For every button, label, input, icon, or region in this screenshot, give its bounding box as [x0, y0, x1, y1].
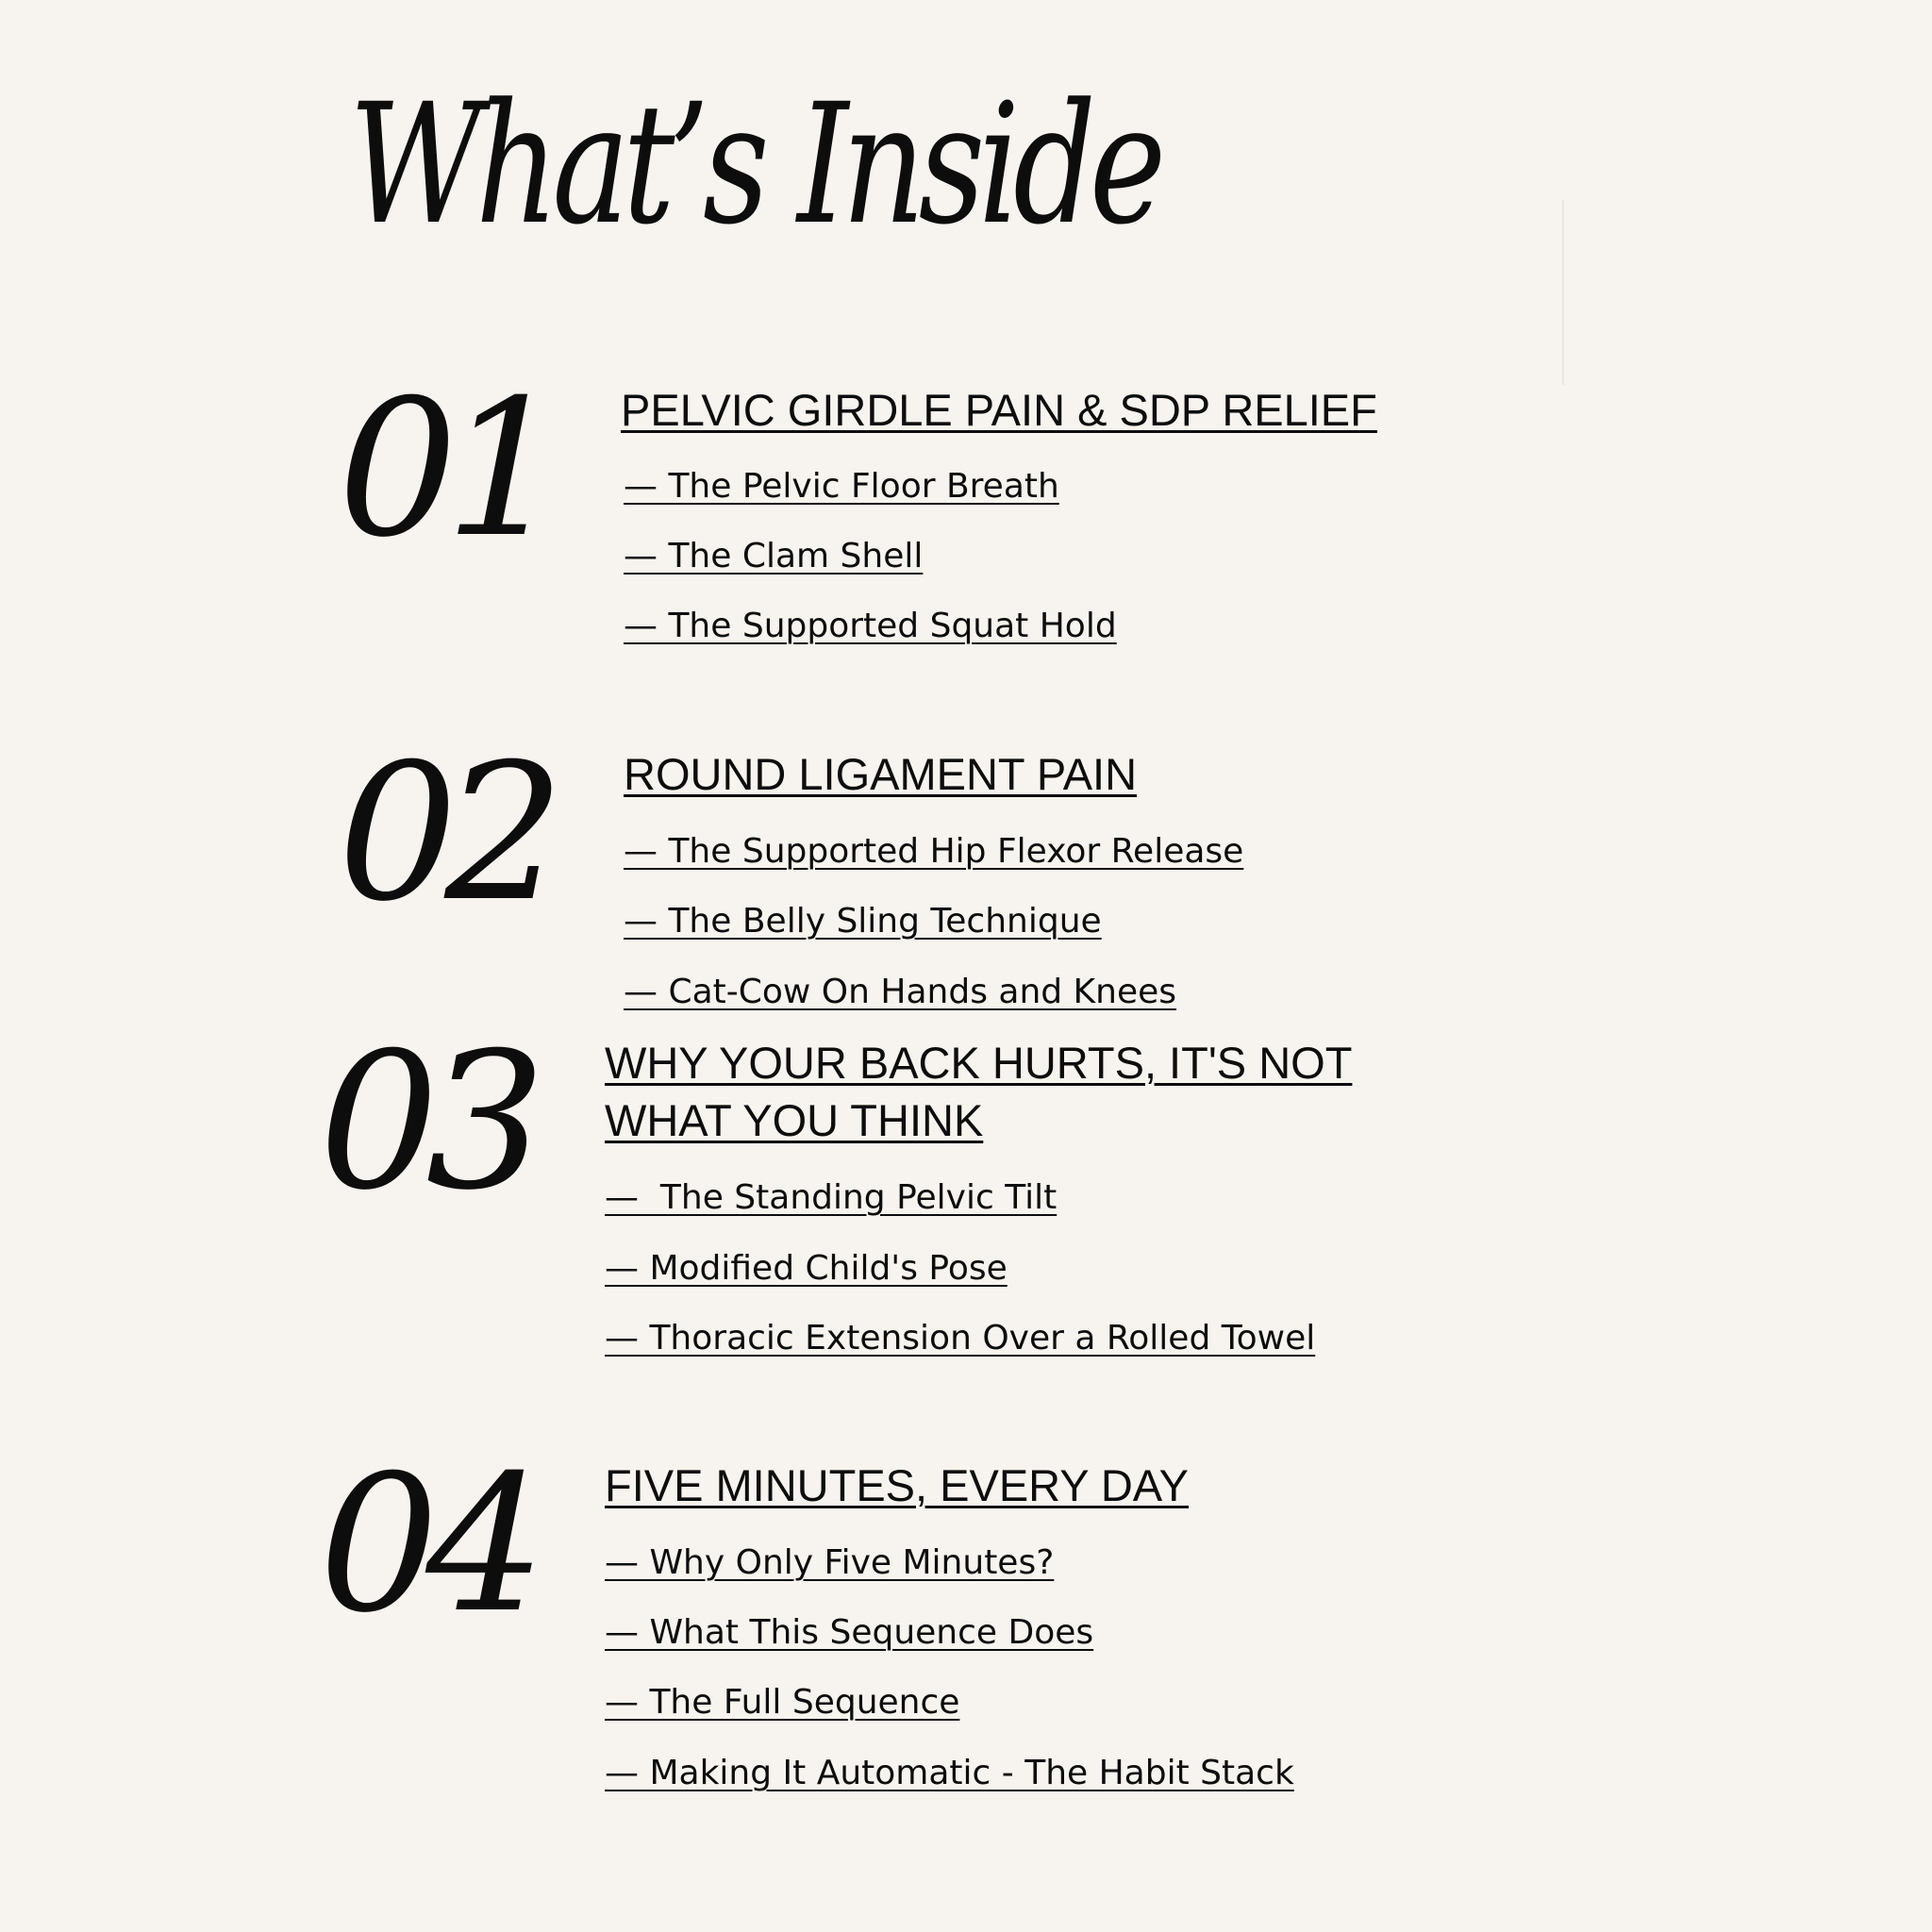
section-item-link[interactable]: — Thoracic Extension Over a Rolled Towel: [605, 1319, 1316, 1357]
section-heading[interactable]: FIVE MINUTES, EVERY DAY: [605, 1460, 1189, 1510]
section-item-link[interactable]: — Cat-Cow On Hands and Knees: [624, 973, 1177, 1011]
section-heading-line-2[interactable]: WHAT YOU THINK: [605, 1095, 984, 1145]
section-item-link[interactable]: — Modified Child's Pose: [605, 1249, 1008, 1288]
section-number: 02: [338, 724, 552, 943]
section-item-link[interactable]: — The Full Sequence: [605, 1683, 960, 1722]
section-item-link[interactable]: — The Supported Hip Flexor Release: [624, 832, 1244, 871]
section-heading-line-1[interactable]: WHY YOUR BACK HURTS, IT'S NOT: [605, 1038, 1353, 1088]
section-item-link[interactable]: — Making It Automatic - The Habit Stack: [605, 1754, 1294, 1792]
section-item-link[interactable]: — The Standing Pelvic Tilt: [605, 1178, 1058, 1217]
section-item-link[interactable]: — What This Sequence Does: [605, 1613, 1094, 1652]
section-item-link[interactable]: — The Belly Sling Technique: [624, 902, 1102, 941]
section-number: 01: [338, 359, 552, 579]
section-item-link[interactable]: — The Pelvic Floor Breath: [624, 467, 1059, 506]
section-number: 04: [319, 1435, 533, 1655]
divider-line: [1562, 200, 1564, 385]
section-number: 03: [319, 1012, 533, 1232]
page-title: What’s Inside: [349, 68, 1160, 261]
section-heading[interactable]: ROUND LIGAMENT PAIN: [624, 749, 1138, 799]
section-item-link[interactable]: — Why Only Five Minutes?: [605, 1543, 1055, 1582]
section-heading[interactable]: PELVIC GIRDLE PAIN & SDP RELIEF: [621, 385, 1377, 435]
section-item-link[interactable]: — The Clam Shell: [624, 537, 924, 575]
section-item-link[interactable]: — The Supported Squat Hold: [624, 607, 1117, 645]
